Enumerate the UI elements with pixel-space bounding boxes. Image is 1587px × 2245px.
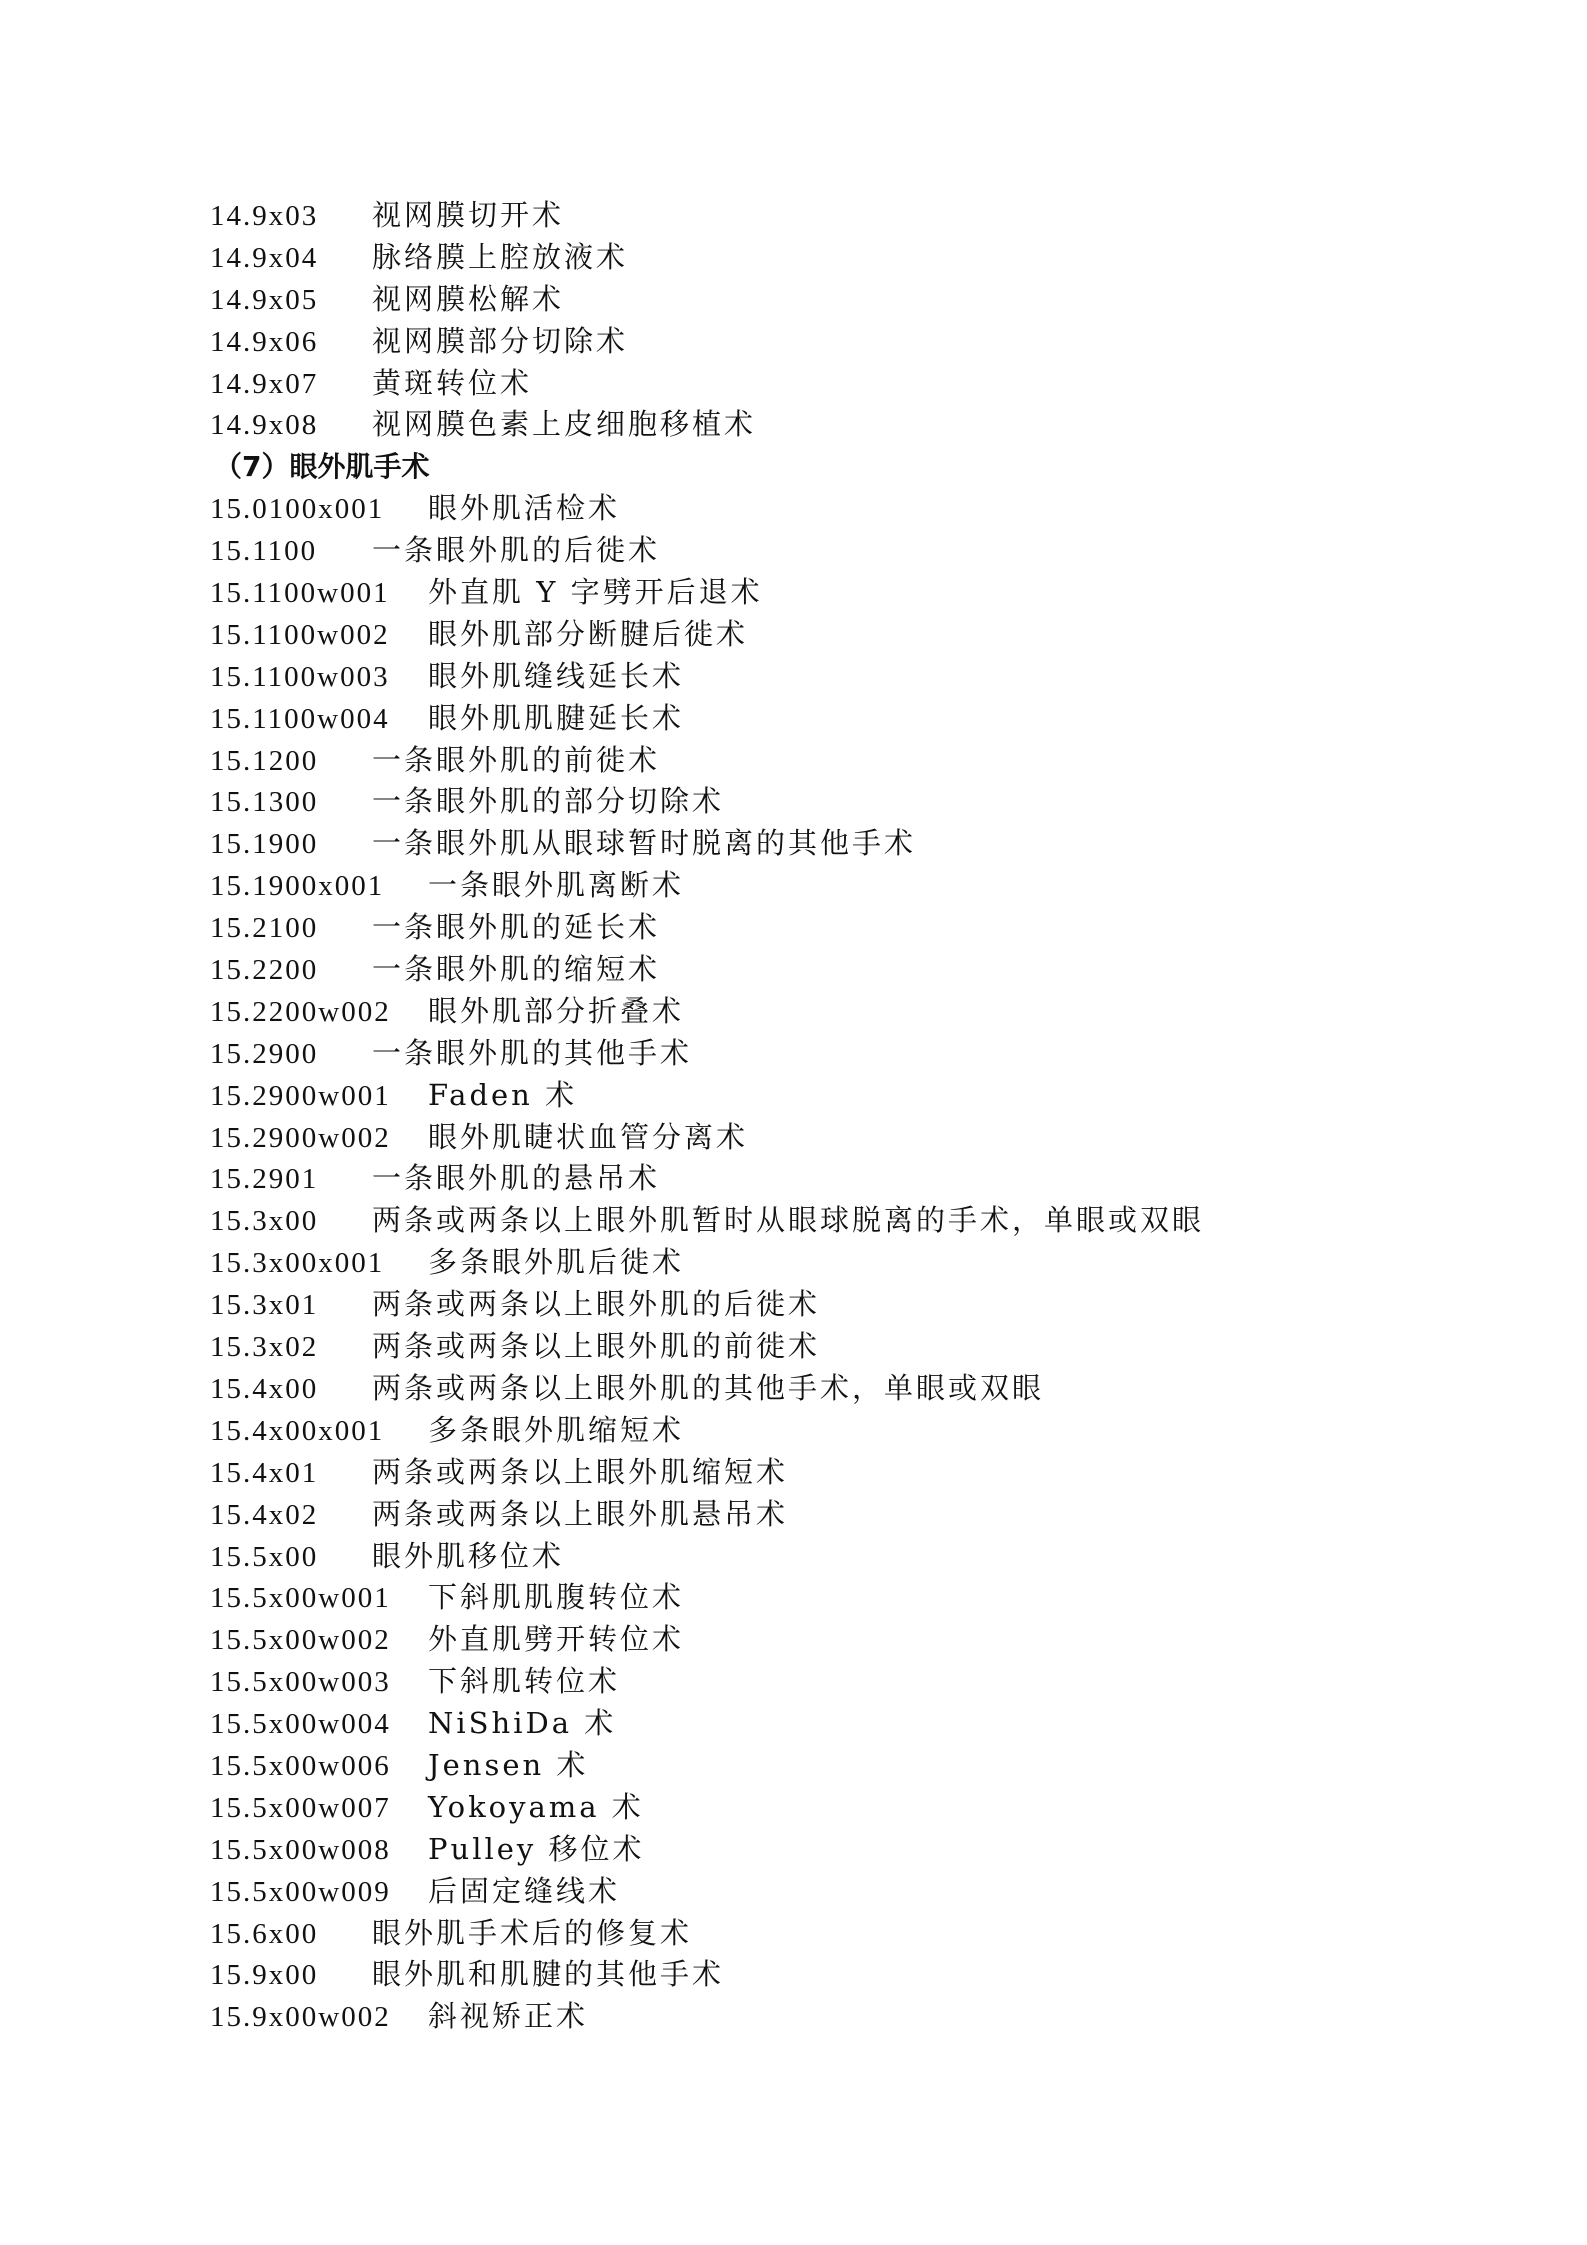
procedure-name: 一条眼外肌的延长术 [372, 910, 661, 945]
procedure-code: 14.9x04 [210, 241, 319, 274]
procedure-code: 15.2200w002 [210, 995, 391, 1028]
procedure-code: 15.1200 [210, 744, 319, 777]
procedure-name: 眼外肌缝线延长术 [428, 658, 685, 693]
procedure-entry [210, 1075, 1410, 1117]
procedure-code: 15.1100w002 [210, 618, 390, 651]
procedure-name: 眼外肌移位术 [372, 1538, 565, 1573]
procedure-entry [210, 195, 1410, 237]
procedure-code: 15.5x00w004 [210, 1708, 391, 1741]
procedure-name: 两条或两条以上眼外肌的前徙术 [372, 1329, 821, 1364]
procedure-name: 两条或两条以上眼外肌暂时从眼球脱离的手术，单眼或双眼 [372, 1203, 1205, 1238]
procedure-name: 两条或两条以上眼外肌悬吊术 [372, 1496, 789, 1531]
procedure-entry [210, 237, 1410, 279]
procedure-entry [210, 823, 1410, 865]
procedure-entry [210, 865, 1410, 907]
procedure-entry [210, 1158, 1410, 1200]
procedure-code: 15.5x00w006 [210, 1749, 391, 1782]
procedure-code: 15.4x02 [210, 1498, 319, 1531]
procedure-entry [210, 1829, 1410, 1871]
procedure-name: 两条或两条以上眼外肌的后徙术 [372, 1287, 821, 1322]
procedure-name: 眼外肌部分折叠术 [428, 993, 685, 1028]
procedure-name: 视网膜部分切除术 [372, 323, 629, 358]
procedure-entry [210, 321, 1410, 363]
procedure-name: 外直肌 Y 字劈开后退术 [428, 575, 763, 610]
procedure-entry [210, 698, 1410, 740]
procedure-name: 外直肌劈开转位术 [428, 1622, 685, 1657]
procedure-code: 15.5x00 [210, 1540, 319, 1573]
procedure-code: 15.2901 [210, 1163, 319, 1196]
procedure-code: 15.2900w001 [210, 1079, 391, 1112]
procedure-entry [210, 1117, 1410, 1159]
procedure-entry [210, 1787, 1410, 1829]
procedure-name: 两条或两条以上眼外肌的其他手术，单眼或双眼 [372, 1370, 1045, 1405]
procedure-name: 眼外肌肌腱延长术 [428, 700, 685, 735]
procedure-name: NiShiDa 术 [428, 1706, 617, 1741]
procedure-code: 14.9x06 [210, 325, 319, 358]
procedure-name: 黄斑转位术 [372, 365, 533, 400]
procedure-name: 一条眼外肌的后徙术 [372, 533, 661, 568]
procedure-code: 14.9x08 [210, 409, 319, 442]
procedure-entry [210, 279, 1410, 321]
document-page [210, 195, 1410, 2038]
procedure-entry [210, 1494, 1410, 1536]
procedure-name: 一条眼外肌的悬吊术 [372, 1161, 661, 1196]
procedure-code: 15.2100 [210, 912, 319, 945]
procedure-name: 视网膜色素上皮细胞移植术 [372, 407, 757, 442]
procedure-code: 14.9x05 [210, 283, 319, 316]
procedure-code: 15.6x00 [210, 1917, 319, 1950]
procedure-code: 15.2200 [210, 954, 319, 987]
procedure-entry [210, 1242, 1410, 1284]
procedure-name: 两条或两条以上眼外肌缩短术 [372, 1454, 789, 1489]
procedure-entry [210, 1913, 1410, 1955]
procedure-name: 下斜肌肌腹转位术 [428, 1580, 685, 1615]
procedure-name: 多条眼外肌缩短术 [428, 1412, 685, 1447]
procedure-entry [210, 404, 1410, 446]
procedure-name: 眼外肌睫状血管分离术 [428, 1119, 749, 1154]
section-heading-text: （7）眼外肌手术 [214, 450, 430, 484]
procedure-entry [210, 949, 1410, 991]
procedure-entry [210, 1996, 1410, 2038]
procedure-entry [210, 530, 1410, 572]
procedure-name: 眼外肌和肌腱的其他手术 [372, 1957, 725, 1992]
procedure-code: 15.1900 [210, 828, 319, 861]
procedure-code: 15.0100x001 [210, 493, 385, 526]
procedure-entry [210, 614, 1410, 656]
procedure-entry [210, 991, 1410, 1033]
procedure-code: 15.1100w004 [210, 702, 390, 735]
procedure-name: Faden 术 [428, 1077, 578, 1112]
procedure-code: 15.1100w003 [210, 660, 390, 693]
procedure-code: 15.2900 [210, 1037, 319, 1070]
procedure-code: 15.5x00w007 [210, 1791, 391, 1824]
procedure-entry [210, 1745, 1410, 1787]
procedure-code: 15.1900x001 [210, 870, 385, 903]
procedure-name: Jensen 术 [428, 1747, 589, 1782]
procedure-code: 15.4x00x001 [210, 1414, 385, 1447]
procedure-entry [210, 1368, 1410, 1410]
procedure-code: 15.9x00 [210, 1959, 319, 1992]
procedure-entry [210, 1200, 1410, 1242]
procedure-code: 15.1300 [210, 786, 319, 819]
procedure-name: 后固定缝线术 [428, 1873, 621, 1908]
procedure-code: 15.2900w002 [210, 1121, 391, 1154]
procedure-code: 14.9x03 [210, 200, 319, 232]
procedure-name: 一条眼外肌的部分切除术 [372, 784, 725, 819]
procedure-code: 15.3x02 [210, 1331, 319, 1364]
procedure-code: 15.5x00w008 [210, 1833, 391, 1866]
procedure-entry [210, 488, 1410, 530]
procedure-code: 15.5x00w009 [210, 1875, 391, 1908]
procedure-code: 15.1100w001 [210, 577, 390, 610]
procedure-entry [210, 907, 1410, 949]
procedure-code: 15.3x00x001 [210, 1247, 385, 1280]
procedure-code: 15.3x00 [210, 1205, 319, 1238]
procedure-name: 眼外肌活检术 [428, 491, 621, 526]
procedure-entry [210, 1536, 1410, 1578]
procedure-code: 15.5x00w001 [210, 1582, 391, 1615]
procedure-name: 下斜肌转位术 [428, 1664, 621, 1699]
procedure-entry [210, 1410, 1410, 1452]
procedure-code: 15.4x01 [210, 1456, 319, 1489]
procedure-name: 视网膜松解术 [372, 281, 565, 316]
procedure-entry [210, 1326, 1410, 1368]
procedure-name: 一条眼外肌从眼球暂时脱离的其他手术 [372, 826, 917, 861]
procedure-name: 一条眼外肌离断术 [428, 868, 685, 903]
procedure-entry [210, 656, 1410, 698]
procedure-entry [210, 1703, 1410, 1745]
procedure-entry [210, 1284, 1410, 1326]
procedure-code: 15.3x01 [210, 1289, 319, 1322]
procedure-entry [210, 1954, 1410, 1996]
section-heading [210, 446, 1410, 488]
procedure-name: 一条眼外肌的其他手术 [372, 1035, 693, 1070]
procedure-entry [210, 1577, 1410, 1619]
procedure-code: 14.9x07 [210, 367, 319, 400]
procedure-name: 多条眼外肌后徙术 [428, 1245, 685, 1280]
procedure-name: Yokoyama 术 [428, 1789, 644, 1824]
procedure-name: Pulley 移位术 [428, 1831, 645, 1866]
procedure-code: 15.1100 [210, 535, 318, 568]
procedure-name: 眼外肌部分断腱后徙术 [428, 616, 749, 651]
procedure-code: 15.5x00w002 [210, 1624, 391, 1657]
procedure-entry [210, 1619, 1410, 1661]
procedure-name: 眼外肌手术后的修复术 [372, 1915, 693, 1950]
procedure-name: 脉络膜上腔放液术 [372, 239, 629, 274]
procedure-entry [210, 572, 1410, 614]
procedure-entry [210, 1033, 1410, 1075]
procedure-entry [210, 1452, 1410, 1494]
procedure-code: 15.4x00 [210, 1372, 319, 1405]
procedure-entry [210, 363, 1410, 405]
procedure-entry [210, 1871, 1410, 1913]
procedure-name: 视网膜切开术 [372, 198, 565, 232]
procedure-name: 一条眼外肌的缩短术 [372, 952, 661, 987]
procedure-name: 一条眼外肌的前徙术 [372, 742, 661, 777]
procedure-entry [210, 740, 1410, 782]
procedure-entry [210, 781, 1410, 823]
procedure-name: 斜视矫正术 [428, 1999, 589, 2034]
procedure-code: 15.9x00w002 [210, 2001, 391, 2034]
procedure-entry [210, 1661, 1410, 1703]
procedure-code: 15.5x00w003 [210, 1666, 391, 1699]
